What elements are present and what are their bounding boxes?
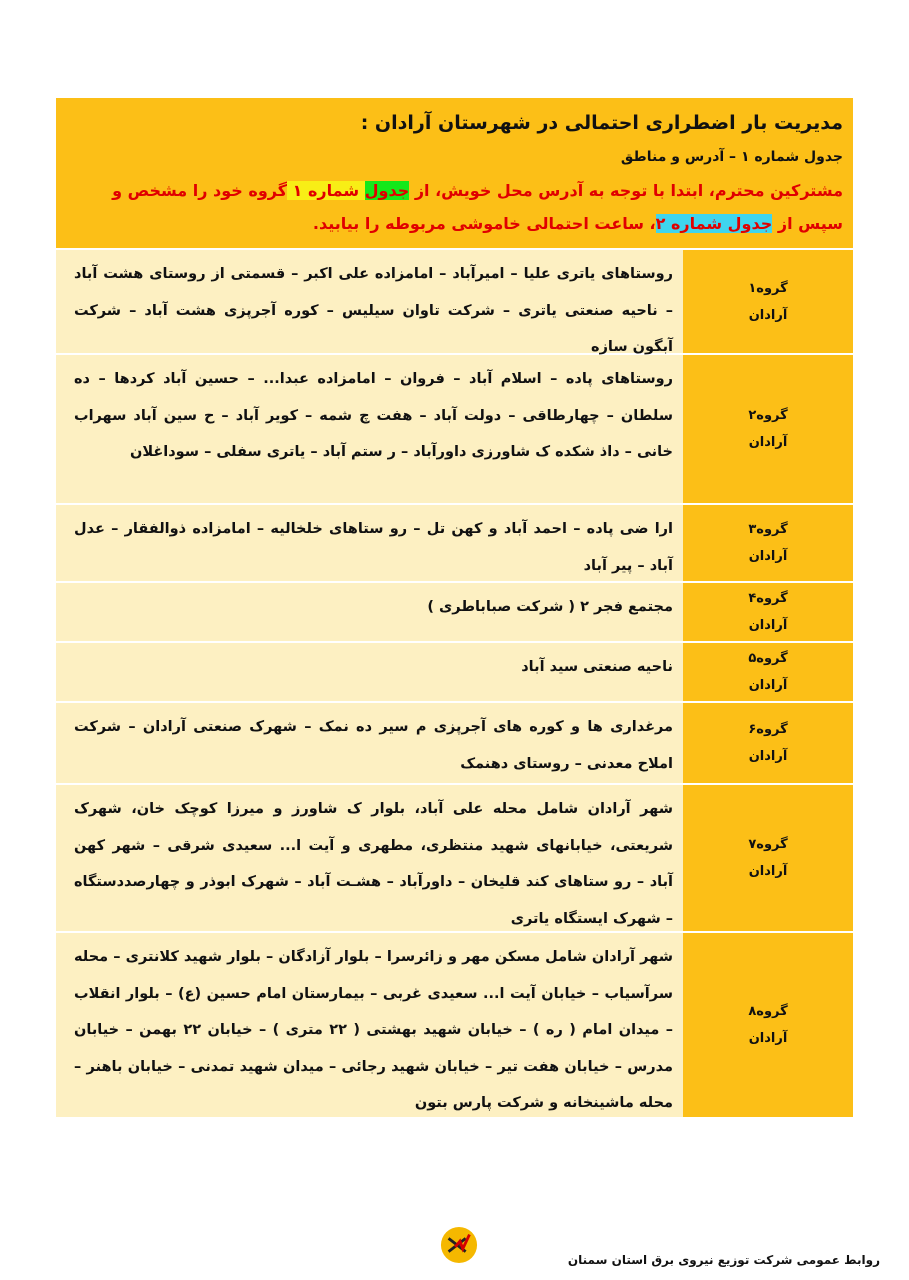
table-row [56, 701, 853, 783]
group-cell [683, 785, 853, 931]
group-areas: ارا ضی پاده – احمد آباد و کهن تل – رو ستاهای خلخالیه – امامزاده ذوالفقار – عدل آباد – پیر آباد [74, 521, 673, 574]
group-cell [683, 583, 853, 641]
table-row [56, 248, 853, 353]
table-header [56, 98, 853, 248]
footer-credit: روابط عمومی شرکت توزیع نیروی برق استان سمنان [567, 1253, 880, 1267]
group-name: گروه۵ [748, 651, 788, 666]
table-row [56, 581, 853, 641]
table-row [56, 931, 853, 1117]
group-name: گروه۳ [748, 522, 788, 537]
group-city: آرادان [748, 749, 788, 764]
table-row [56, 503, 853, 581]
group-areas: شهر آرادان شامل محله علی آباد، بلوار ک شاورز و میرزا کوچک خان، شهرک شریعتی، خیابانهای شهید منتظری، مطهری و آیت ا... سعیدی شرقی – شهر کهن آباد – رو ستاهای کند قلیخان – داورآباد – هشـت آباد – شهرک ابوذر و چهارصددستگاه – شهرک ایستگاه یاتری [74, 801, 673, 927]
group-areas: مرغداری ها و کوره های آجرپزی م سیر ده نمک – شهرک صنعتی آرادان – شرکت املاح معدنی – روستای دهنمک [74, 719, 673, 772]
group-city: آرادان [748, 549, 788, 564]
group-cell [683, 643, 853, 701]
notice-part-6: ، ساعت احتمالی خاموشی مربوطه را بیابید. [312, 214, 656, 233]
group-name: گروه۸ [748, 1004, 788, 1019]
notice-highlight-number: شماره ۱ [287, 181, 365, 200]
group-city: آرادان [748, 1031, 788, 1046]
group-city: آرادان [748, 307, 788, 323]
page-title: مدیریت بار اضطراری احتمالی در شهرستان آرادان : [360, 112, 843, 134]
notice-part-4: گروه خود را مشخص و سپس از [112, 181, 843, 233]
group-city: آرادان [748, 864, 788, 879]
group-city: آرادان [748, 435, 788, 450]
group-areas: ناحیه صنعتی سید آباد [521, 659, 673, 675]
group-cell [683, 933, 853, 1117]
group-name: گروه۴ [748, 591, 788, 606]
table-row [56, 353, 853, 503]
group-cell [683, 355, 853, 503]
load-management-table [56, 98, 853, 1117]
table-subtitle: جدول شماره ۱ – آدرس و مناطق [620, 149, 843, 165]
group-name: گروه۱ [748, 280, 788, 296]
group-name: گروه۲ [748, 408, 788, 423]
table-row [56, 783, 853, 931]
group-areas: شهر آرادان شامل مسکن مهر و زائرسرا – بلوار آزادگان – بلوار شهید کلانتری – محله سرآسیاب – خیابان آیت ا... سعیدی غربی – بیمارستان امام حسین (ع) – بلوار انقلاب – میدان امام ( ره ) – خیابان شهید بهشتی ( ۲۲ متری ) – خیابان ۲۲ بهمن – خیابان مدرس – خیابان هفت تیر – خیابان شهید رجائی – میدان شهید تمدنی – خیابان باهنر – محله ماشینخانه و شرکت پارس بتون [74, 949, 673, 1111]
notice-highlight-table: جدول [364, 181, 410, 200]
notice-part-1: مشترکین محترم، ابتدا با توجه به آدرس محل خویش، از [409, 181, 843, 200]
notice-highlight-table-2: جدول شماره ۲ [655, 214, 773, 233]
group-areas: مجتمع فجر ۲ ( شرکت صباباطری ) [427, 599, 673, 615]
group-cell [683, 703, 853, 783]
table-row [56, 641, 853, 701]
group-cell [683, 250, 853, 353]
group-name: گروه۶ [748, 722, 788, 737]
group-areas: روستاهای یاتری علیا – امیرآباد – امامزاده علی اکبر – قسمتی از روستای هشت آباد – ناحیه صنعتی یاتری – شرکت تاوان سیلیس – کوره آجرپزی هشت آباد – شرکت آبگون سازه [74, 266, 673, 355]
group-areas: روستاهای پاده – اسلام آباد – فروان – امامزاده عبدا... – حسین آباد کردها – ده سلطان – چهارطاقی – دولت آباد – هفت چ شمه – کویر آباد – ح سین آباد سهراب خانی – داذ شکده ک شاورزی داورآباد – ر ستم آباد – یاتری سفلی – سوداغلان [74, 371, 673, 460]
instruction-notice [64, 174, 843, 240]
group-cell [683, 505, 853, 581]
group-name: گروه۷ [748, 837, 788, 852]
group-city: آرادان [748, 618, 788, 633]
electricity-company-logo-icon [440, 1226, 478, 1264]
group-city: آرادان [748, 678, 788, 693]
